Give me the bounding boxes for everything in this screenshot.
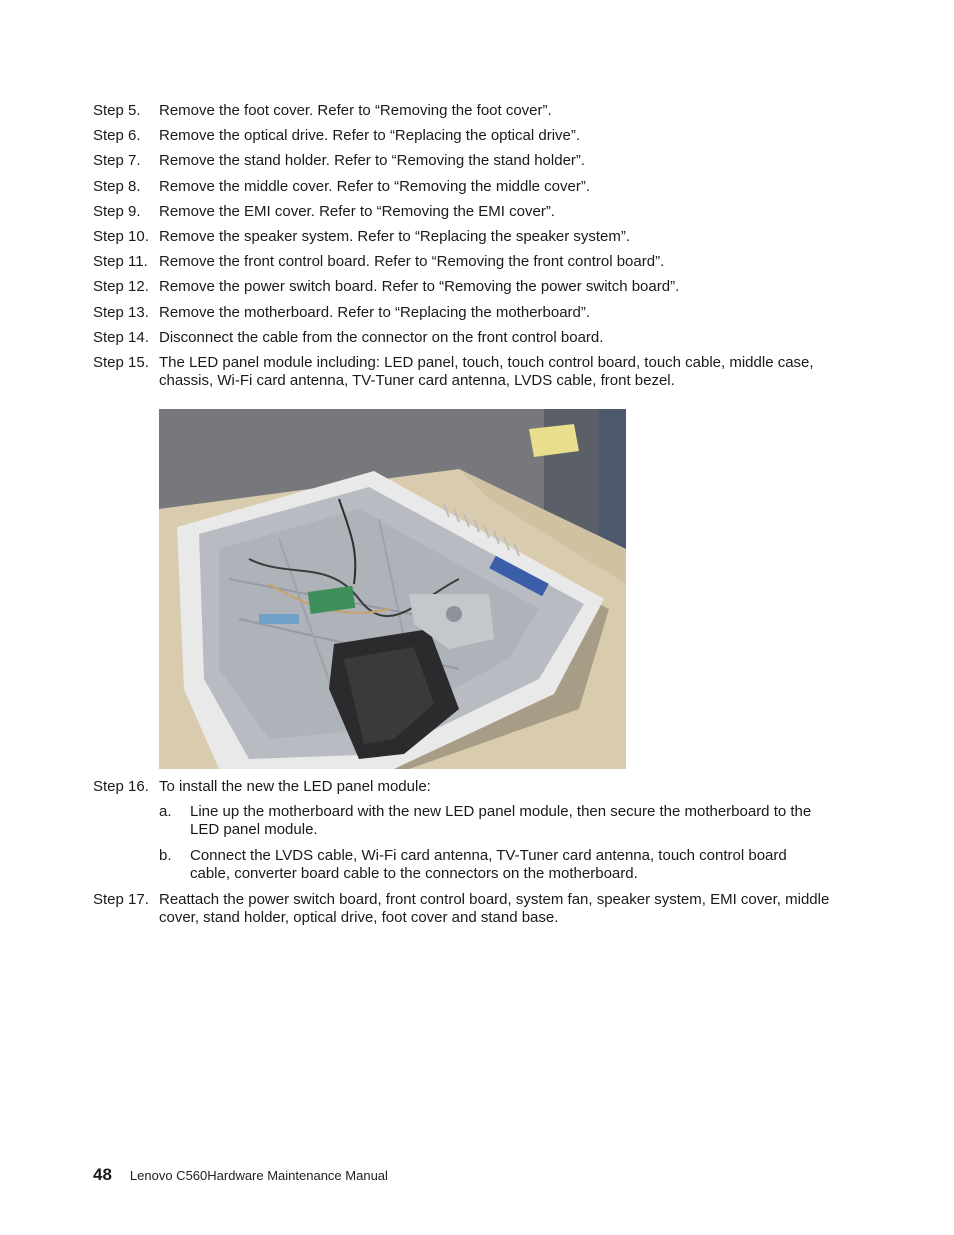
step-number: Step 11. — [93, 253, 148, 271]
step-text: Remove the EMI cover. Refer to “Removing the EMI cover”. — [159, 202, 555, 220]
step-text: Remove the speaker system. Refer to “Replacing the speaker system”. — [159, 227, 631, 245]
step-14 — [93, 329, 863, 347]
step-9 — [93, 203, 863, 221]
step-number: Step 16. — [93, 778, 149, 795]
step-number: Step 17. — [93, 891, 149, 909]
substep-letter: a. — [159, 803, 172, 821]
substep-b — [159, 847, 863, 883]
step-text: Reattach the power switch board, front control board, system fan, speaker system, EMI cover, middle cover, stand holder, optical drive, foot cover and stand base. — [159, 891, 830, 927]
step-11 — [93, 253, 863, 271]
step-number: Step 10. — [93, 227, 149, 245]
step-15 — [93, 354, 863, 390]
step-text: Remove the middle cover. Refer to “Removing the middle cover”. — [159, 177, 591, 195]
step-5 — [93, 102, 863, 120]
step-6 — [93, 127, 863, 145]
step-13 — [93, 304, 863, 322]
substep-a — [159, 803, 863, 839]
step-text: Remove the front control board. Refer to “Removing the front control board”. — [159, 253, 665, 271]
substep-text: Line up the motherboard with the new LED panel module, then secure the motherboard to the LED panel module. — [190, 803, 812, 839]
step-number: Step 8. — [93, 177, 141, 195]
manual-title: Lenovo C560Hardware Maintenance Manual — [129, 1168, 388, 1183]
step-8 — [93, 178, 863, 196]
step-text: To install the new the LED panel module: — [159, 778, 431, 795]
step-number: Step 6. — [93, 127, 141, 145]
step-number: Step 9. — [93, 202, 141, 220]
step-number: Step 13. — [93, 303, 149, 321]
step-number: Step 15. — [93, 353, 149, 371]
step-text: Remove the foot cover. Refer to “Removing the foot cover”. — [159, 102, 552, 119]
step-10 — [93, 228, 863, 246]
step-number: Step 14. — [93, 328, 149, 346]
step-text: Remove the stand holder. Refer to “Removing the stand holder”. — [159, 152, 586, 170]
substep-letter: b. — [159, 847, 172, 865]
step-17 — [93, 891, 863, 927]
led-panel-module-photo — [159, 409, 626, 769]
steps-list-top — [93, 102, 863, 397]
step-text: Disconnect the cable from the connector on the front control board. — [159, 328, 604, 346]
led-panel-module-illustration — [159, 409, 626, 769]
steps-list-bottom — [93, 778, 863, 934]
step-text: Remove the optical drive. Refer to “Replacing the optical drive”. — [159, 127, 581, 145]
page-footer — [93, 1165, 388, 1185]
page-number: 48 — [93, 1165, 112, 1184]
step-number: Step 5. — [93, 102, 141, 119]
step-number: Step 7. — [93, 152, 141, 170]
step-number: Step 12. — [93, 278, 149, 296]
step-12 — [93, 278, 863, 296]
step-7 — [93, 152, 863, 170]
step-text: The LED panel module including: LED panel, touch, touch control board, touch cable, middle case, chassis, Wi-Fi card antenna, TV-Tuner card antenna, LVDS cable, front bezel. — [159, 353, 814, 389]
step-16 — [93, 778, 863, 796]
step-text: Remove the power switch board. Refer to “Removing the power switch board”. — [159, 278, 680, 296]
substep-text: Connect the LVDS cable, Wi-Fi card antenna, TV-Tuner card antenna, touch control board cable, converter board cable to the connectors on the motherboard. — [190, 847, 787, 883]
step-text: Remove the motherboard. Refer to “Replacing the motherboard”. — [159, 303, 591, 321]
